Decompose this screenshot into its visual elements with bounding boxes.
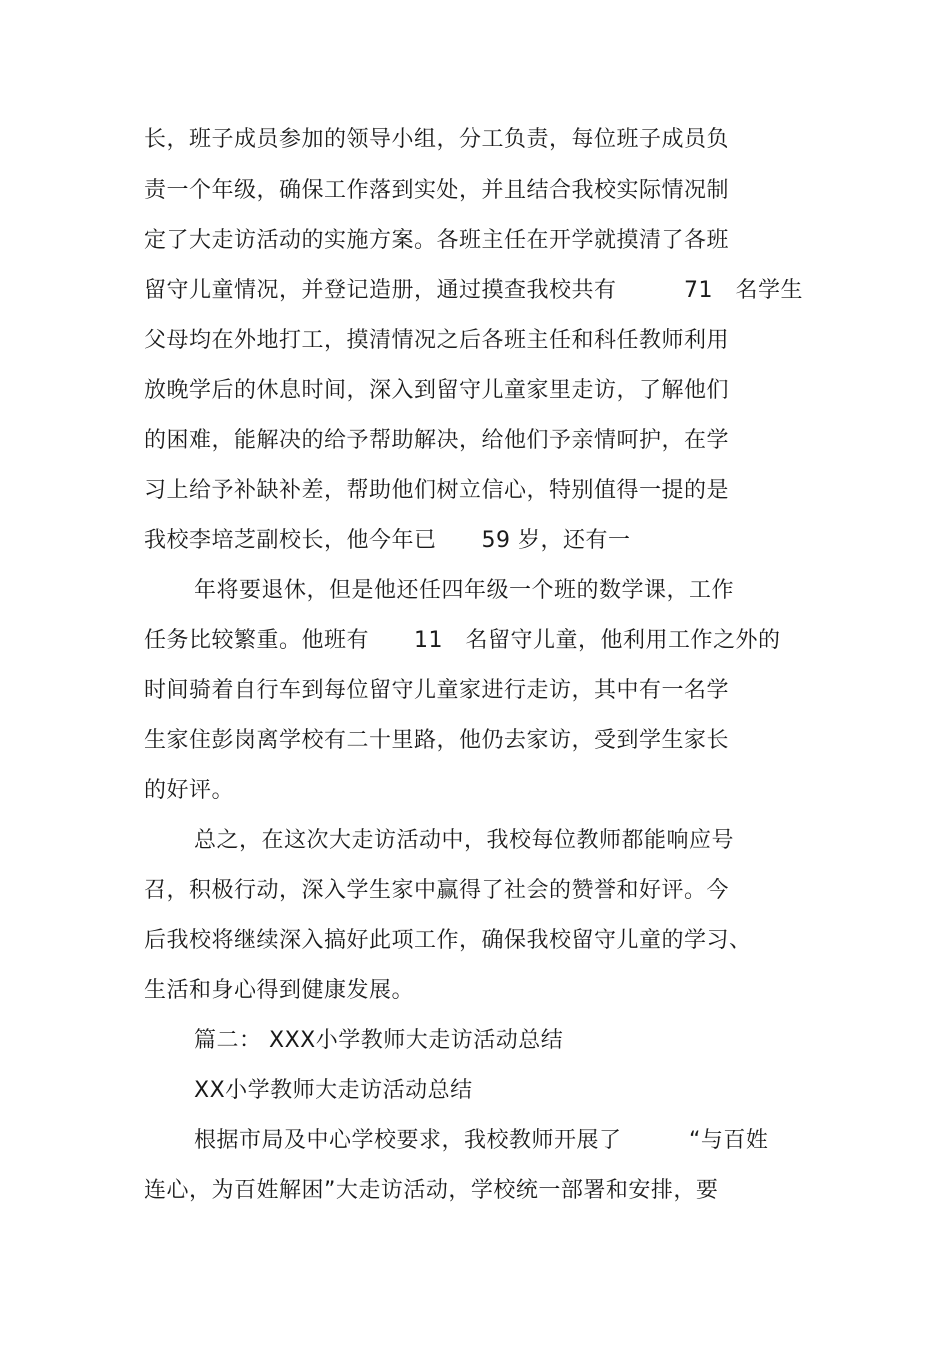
text-line: 根据市局及中心学校要求，我校教师开展了 “与百姓 xyxy=(194,1128,769,1153)
text-line: 长，班子成员参加的领导小组，分工负责，每位班子成员负 xyxy=(144,127,730,152)
text-line: 习上给予补缺补差，帮助他们树立信心，特别值得一提的是 xyxy=(144,478,730,503)
text-line: 我校李培芝副校长，他今年已 59 岁，还有一 xyxy=(144,528,631,553)
text-line: 留守儿童情况，并登记造册，通过摸查我校共有 71 名学生 xyxy=(144,278,803,303)
text-line: 年将要退休，但是他还任四年级一个班的数学课，工作 xyxy=(194,578,735,603)
text-line: 连心，为百姓解困”大走访活动，学校统一部署和安排，要 xyxy=(144,1178,719,1203)
text-line: 召，积极行动，深入学生家中赢得了社会的赞誉和好评。今 xyxy=(144,878,730,903)
text-line: 任务比较繁重。他班有 11 名留守儿童，他利用工作之外的 xyxy=(144,628,781,653)
text-line: 定了大走访活动的实施方案。各班主任在开学就摸清了各班 xyxy=(144,228,730,253)
text-line: 生活和身心得到健康发展。 xyxy=(144,978,415,1003)
text-line: 总之，在这次大走访活动中，我校每位教师都能响应号 xyxy=(194,828,735,853)
text-line: 责一个年级，确保工作落到实处，并且结合我校实际情况制 xyxy=(144,178,730,203)
text-line: 后我校将继续深入搞好此项工作，确保我校留守儿童的学习、 xyxy=(144,928,752,953)
text-line: 生家住彭岗离学校有二十里路，他仍去家访，受到学生家长 xyxy=(144,728,730,753)
text-line: 放晚学后的休息时间，深入到留守儿童家里走访，了解他们 xyxy=(144,378,730,403)
text-line: 父母均在外地打工，摸清情况之后各班主任和科任教师利用 xyxy=(144,328,730,353)
section-heading: 篇二： XXX小学教师大走访活动总结 xyxy=(194,1028,564,1053)
text-line: 时间骑着自行车到每位留守儿童家进行走访，其中有一名学 xyxy=(144,678,730,703)
text-line: 的好评。 xyxy=(144,778,235,803)
document-title: XX小学教师大走访活动总结 xyxy=(194,1078,473,1103)
text-line: 的困难，能解决的给予帮助解决，给他们予亲情呵护，在学 xyxy=(144,428,730,453)
